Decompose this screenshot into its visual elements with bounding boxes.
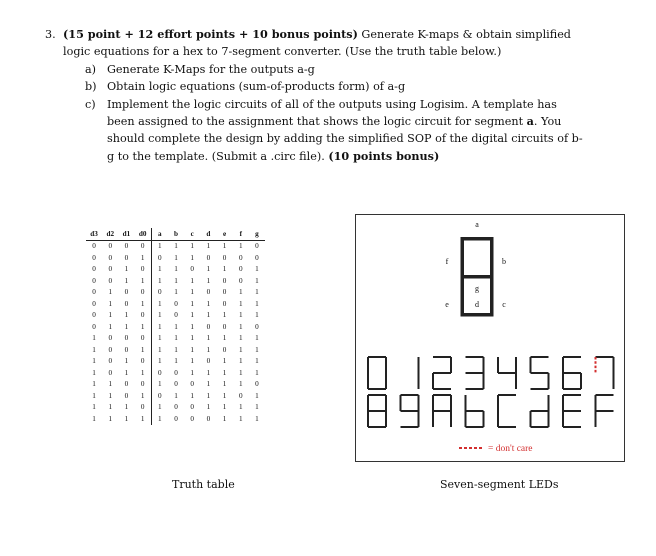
truth-cell: 0	[174, 311, 178, 320]
truth-cell: 1	[174, 334, 178, 343]
truth-cell: 1	[206, 299, 211, 308]
table-row	[86, 333, 265, 345]
segment-g	[464, 275, 490, 279]
truth-cell: 1	[92, 334, 96, 343]
question-item-c: c) Implement the logic circuits of all of the outputs using Logisim. A template has	[85, 97, 557, 111]
truth-cell: 0	[190, 414, 195, 423]
truth-cell: 0	[255, 380, 259, 389]
truth-cell: 0	[174, 368, 178, 377]
truth-cell: 1	[158, 265, 162, 274]
truth-cell: 1	[238, 322, 243, 331]
question-text	[45, 26, 605, 165]
truth-cell: 1	[190, 357, 195, 366]
truth-cell: 1	[190, 242, 195, 251]
truth-cell: 0	[135, 356, 152, 368]
truth-cell: 1	[238, 357, 243, 366]
truth-cell: 0	[174, 403, 178, 412]
truth-cell: 0	[222, 322, 227, 331]
truth-cell: 1	[206, 334, 211, 343]
truth-cell: 1	[190, 391, 195, 400]
truth-cell: 0	[124, 334, 129, 343]
table-row	[86, 310, 265, 322]
truth-cell: 1	[135, 275, 152, 287]
truth-cell: 0	[206, 357, 211, 366]
truth-cell: 1	[238, 311, 243, 320]
truth-cell: 0	[135, 379, 152, 391]
truth-cell: 1	[135, 367, 152, 379]
truth-cell: 1	[206, 276, 211, 285]
segment-e	[461, 275, 465, 317]
truth-cell: 1	[255, 368, 259, 377]
truth-cell: 0	[135, 264, 152, 276]
table-row	[86, 344, 265, 356]
truth-cell: 0	[92, 322, 96, 331]
question-intro-line2: logic equations for a hex to 7-segment converter. (Use the truth table below.)	[63, 45, 502, 59]
truth-cell: 1	[222, 391, 227, 400]
truth-cell: 1	[222, 357, 227, 366]
truth-cell: 0	[190, 403, 195, 412]
truth-cell: 1	[255, 334, 259, 343]
truth-cell: 1	[255, 403, 259, 412]
truth-cell: 1	[190, 299, 195, 308]
truth-cell: 0	[206, 414, 211, 423]
truth-cell: 1	[92, 414, 96, 423]
truth-cell: 1	[238, 414, 243, 423]
segment-label-d: d	[475, 300, 479, 309]
truth-cell: 1	[124, 414, 129, 423]
question-intro-rest: Generate K-maps & obtain simplified	[357, 28, 571, 41]
truth-cell: 1	[255, 311, 259, 320]
truth-cell: 0	[190, 265, 195, 274]
truth-cell: 1	[92, 380, 96, 389]
truth-cell: 0	[222, 276, 227, 285]
truth-cell: 1	[190, 334, 195, 343]
truth-cell: 1	[190, 276, 195, 285]
truth-cell: 1	[174, 253, 178, 262]
truth-cell: 1	[158, 242, 162, 251]
truth-cell: 1	[108, 288, 113, 297]
question-intro	[45, 26, 605, 43]
truth-cell: 1	[190, 368, 195, 377]
truth-cell: 1	[108, 414, 113, 423]
truth-cell: 0	[108, 368, 113, 377]
truth-cell: 0	[108, 253, 113, 262]
truth-cell: 0	[255, 322, 259, 331]
truth-cell: 1	[222, 334, 227, 343]
table-row	[86, 240, 265, 252]
truth-cell: 0	[124, 242, 129, 251]
table-row	[86, 287, 265, 299]
table-row	[86, 356, 265, 368]
truth-cell: 1	[108, 322, 113, 331]
truth-cell: 1	[174, 391, 178, 400]
table-row	[86, 264, 265, 276]
truth-header-b: b	[168, 228, 184, 240]
truth-cell: 1	[238, 334, 243, 343]
truth-cell: 1	[255, 345, 259, 354]
truth-cell: 1	[190, 345, 195, 354]
truth-cell: 0	[158, 391, 162, 400]
truth-header-d2: d2	[102, 228, 118, 240]
truth-cell: 1	[158, 345, 162, 354]
truth-cell: 1	[255, 265, 259, 274]
table-row	[86, 367, 265, 379]
truth-cell: 1	[222, 311, 227, 320]
truth-cell: 1	[124, 322, 129, 331]
truth-cell: 0	[124, 391, 129, 400]
truth-cell: 1	[108, 299, 113, 308]
truth-header-d: d	[200, 228, 216, 240]
question-item-a: a) Generate K-Maps for the outputs a-g	[85, 62, 315, 76]
table-row	[86, 413, 265, 425]
truth-cell: 1	[124, 357, 129, 366]
truth-cell: 0	[174, 380, 178, 389]
truth-header-c: c	[184, 228, 200, 240]
truth-cell: 1	[158, 414, 162, 423]
segment-label-g: g	[475, 284, 479, 293]
truth-cell: 1	[158, 276, 162, 285]
truth-table-caption: Truth table	[172, 478, 235, 491]
truth-cell: 1	[158, 403, 162, 412]
truth-cell: 0	[238, 253, 243, 262]
truth-header-e: e	[217, 228, 233, 240]
question-points: (15 point + 12 effort points + 10 bonus points)	[63, 27, 358, 41]
question-item-c-line2: been assigned to the assignment that shows the logic circuit for segment a. You	[107, 114, 562, 129]
truth-cell: 1	[190, 253, 195, 262]
truth-cell: 0	[135, 402, 152, 414]
truth-cell: 0	[255, 253, 259, 262]
truth-cell: 1	[255, 288, 259, 297]
truth-cell: 1	[124, 368, 129, 377]
truth-cell: 1	[255, 299, 259, 308]
truth-cell: 1	[108, 380, 113, 389]
truth-cell: 1	[255, 357, 259, 366]
truth-cell: 1	[135, 413, 152, 425]
truth-cell: 1	[158, 357, 162, 366]
truth-cell: 0	[158, 253, 162, 262]
truth-cell: 1	[255, 276, 259, 285]
truth-cell: 1	[174, 357, 178, 366]
truth-cell: 0	[158, 368, 162, 377]
truth-cell: 1	[255, 414, 259, 423]
segment-f	[461, 237, 465, 279]
truth-cell: 0	[108, 276, 113, 285]
truth-cell: 1	[92, 345, 96, 354]
truth-cell: 1	[174, 242, 178, 251]
truth-cell: 1	[108, 391, 113, 400]
truth-cell: 0	[92, 276, 96, 285]
truth-cell: 1	[238, 368, 243, 377]
truth-cell: 1	[174, 276, 178, 285]
truth-cell: 1	[174, 288, 178, 297]
truth-cell: 1	[222, 414, 227, 423]
truth-cell: 1	[135, 344, 152, 356]
truth-cell: 0	[206, 288, 211, 297]
segment-label-a: a	[475, 220, 479, 229]
segment-c	[490, 275, 494, 317]
segment-b	[490, 237, 494, 279]
truth-cell: 0	[92, 265, 96, 274]
table-row	[86, 379, 265, 391]
truth-cell: 1	[255, 391, 259, 400]
truth-cell: 0	[92, 288, 96, 297]
truth-cell: 0	[238, 265, 243, 274]
truth-cell: 1	[238, 380, 243, 389]
truth-cell: 1	[222, 242, 227, 251]
truth-cell: 0	[206, 253, 211, 262]
truth-cell: 0	[206, 322, 211, 331]
seven-segment-diagram	[356, 215, 623, 460]
truth-header-d1: d1	[118, 228, 134, 240]
truth-cell: 1	[135, 390, 152, 402]
table-row	[86, 275, 265, 287]
truth-cell: 1	[238, 242, 243, 251]
truth-cell: 0	[135, 310, 152, 322]
truth-cell: 1	[158, 311, 162, 320]
truth-cell: 1	[135, 298, 152, 310]
truth-cell: 0	[92, 253, 96, 262]
truth-cell: 1	[124, 403, 129, 412]
question-item-b: b) Obtain logic equations (sum-of-products form) of a-g	[85, 80, 406, 94]
truth-cell: 1	[92, 403, 96, 412]
truth-cell: 1	[206, 403, 211, 412]
truth-cell: 0	[108, 334, 113, 343]
truth-cell: 1	[222, 265, 227, 274]
truth-cell: 0	[238, 276, 243, 285]
segment-label-b: b	[502, 257, 506, 266]
truth-header-g: g	[249, 228, 265, 240]
truth-cell: 0	[108, 357, 113, 366]
truth-cell: 1	[124, 265, 129, 274]
truth-cell: 1	[158, 322, 162, 331]
segment-label-c: c	[502, 300, 506, 309]
truth-cell: 0	[124, 288, 129, 297]
truth-cell: 0	[174, 414, 178, 423]
truth-cell: 1	[108, 403, 113, 412]
question-item-c-line3: should complete the design by adding the simplified SOP of the digital circuits of b-	[107, 132, 583, 146]
truth-header-a: a	[151, 228, 168, 240]
truth-cell: 0	[255, 242, 259, 251]
segment-label-e: e	[445, 300, 449, 309]
truth-cell: 1	[124, 311, 129, 320]
truth-header-d0: d0	[135, 228, 152, 240]
truth-cell: 0	[222, 345, 227, 354]
truth-table	[86, 228, 265, 425]
truth-cell: 1	[135, 321, 152, 333]
truth-cell: 0	[108, 265, 113, 274]
truth-cell: 0	[222, 253, 227, 262]
question-item-c-line4: g to the template. (Submit a .circ file). (10 points bonus)	[107, 148, 440, 163]
segment-label-f: f	[445, 257, 449, 266]
table-row	[86, 402, 265, 414]
truth-cell: 0	[108, 345, 113, 354]
table-row	[86, 298, 265, 310]
truth-cell: 0	[135, 333, 152, 345]
truth-cell: 1	[124, 276, 129, 285]
truth-cell: 1	[206, 265, 211, 274]
seven-segment-figure	[355, 214, 625, 462]
truth-cell: 0	[222, 299, 227, 308]
truth-cell: 1	[174, 345, 178, 354]
segment-d	[464, 313, 490, 317]
truth-cell: 1	[206, 311, 211, 320]
truth-cell: 1	[190, 288, 195, 297]
truth-cell: 0	[108, 242, 113, 251]
truth-header-d3: d3	[86, 228, 102, 240]
truth-cell: 1	[238, 299, 243, 308]
table-row	[86, 252, 265, 264]
truth-cell: 1	[206, 368, 211, 377]
truth-cell: 1	[174, 322, 178, 331]
truth-cell: 1	[190, 311, 195, 320]
seven-segment-caption: Seven-segment LEDs	[440, 478, 559, 491]
truth-cell: 1	[92, 391, 96, 400]
truth-cell: 1	[238, 345, 243, 354]
truth-cell: 0	[135, 287, 152, 299]
truth-cell: 1	[190, 322, 195, 331]
truth-cell: 1	[135, 252, 152, 264]
truth-cell: 0	[92, 311, 96, 320]
question-number: 3.	[45, 28, 56, 41]
truth-cell: 1	[222, 368, 227, 377]
truth-cell: 0	[124, 299, 129, 308]
truth-cell: 1	[158, 380, 162, 389]
truth-cell: 1	[206, 242, 211, 251]
truth-cell: 1	[206, 391, 211, 400]
truth-cell: 0	[124, 345, 129, 354]
truth-cell: 0	[190, 380, 195, 389]
segment-a	[464, 237, 490, 241]
truth-cell: 0	[124, 253, 129, 262]
truth-cell: 0	[174, 299, 178, 308]
truth-cell: 1	[158, 299, 162, 308]
truth-cell: 1	[206, 380, 211, 389]
truth-cell: 1	[222, 403, 227, 412]
truth-cell: 1	[92, 357, 96, 366]
truth-cell: 1	[238, 288, 243, 297]
truth-cell: 1	[174, 265, 178, 274]
truth-cell: 1	[108, 311, 113, 320]
table-row	[86, 390, 265, 402]
truth-cell: 1	[238, 403, 243, 412]
truth-header-f: f	[233, 228, 249, 240]
truth-cell: 1	[222, 380, 227, 389]
truth-cell: 0	[92, 299, 96, 308]
truth-cell: 0	[222, 288, 227, 297]
truth-cell: 1	[92, 368, 96, 377]
dontcare-legend-text: = don't care	[488, 444, 533, 454]
truth-cell: 0	[158, 288, 162, 297]
truth-cell: 1	[158, 334, 162, 343]
truth-cell: 0	[135, 240, 152, 252]
truth-cell: 0	[238, 391, 243, 400]
truth-cell: 0	[124, 380, 129, 389]
truth-cell: 1	[206, 345, 211, 354]
table-row	[86, 321, 265, 333]
truth-cell: 0	[92, 242, 96, 251]
